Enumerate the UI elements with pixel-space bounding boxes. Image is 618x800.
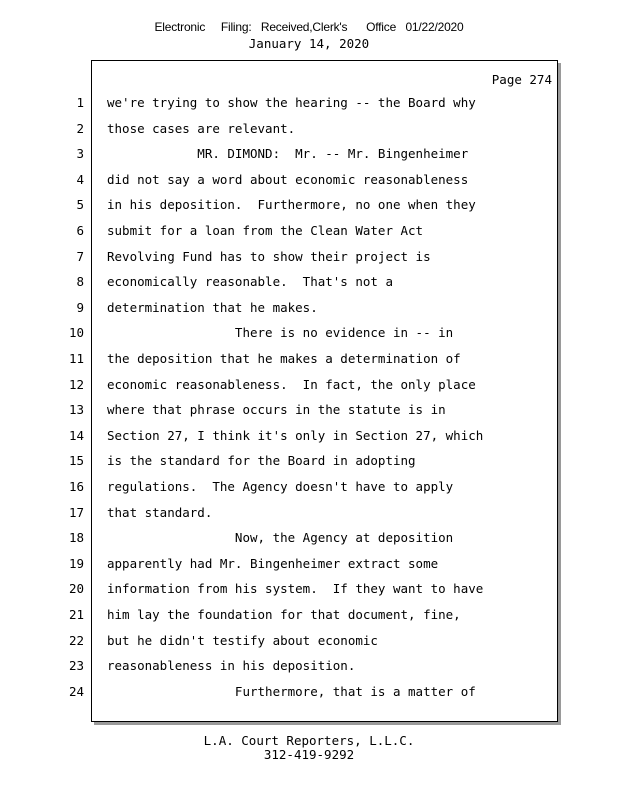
transcript-line: the deposition that he makes a determination of xyxy=(107,351,461,366)
line-number: 24 xyxy=(68,684,84,699)
line-number: 11 xyxy=(68,351,84,366)
transcript-line: him lay the foundation for that document, fine, xyxy=(107,607,461,622)
transcript-line: we're trying to show the hearing -- the Board why xyxy=(107,95,476,110)
transcript-line: apparently had Mr. Bingenheimer extract some xyxy=(107,556,439,571)
line-number: 12 xyxy=(68,377,84,392)
line-number: 2 xyxy=(76,121,84,136)
transcript-line: those cases are relevant. xyxy=(107,121,296,136)
transcript-line: Furthermore, that is a matter of xyxy=(107,684,476,699)
transcript-line: Section 27, I think it's only in Section 27, which xyxy=(107,428,484,443)
line-number: 17 xyxy=(68,505,84,520)
line-number: 20 xyxy=(68,581,84,596)
line-number: 8 xyxy=(76,274,84,289)
line-number: 23 xyxy=(68,658,84,673)
line-number: 5 xyxy=(76,197,84,212)
line-number: 6 xyxy=(76,223,84,238)
transcript-line: economic reasonableness. In fact, the only place xyxy=(107,377,476,392)
transcript-line: There is no evidence in -- in xyxy=(107,325,454,340)
line-number: 13 xyxy=(68,402,84,417)
transcript-line: where that phrase occurs in the statute is in xyxy=(107,402,446,417)
line-number: 10 xyxy=(68,325,84,340)
line-number: 4 xyxy=(76,172,84,187)
transcript-line: economically reasonable. That's not a xyxy=(107,274,393,289)
transcript-line: is the standard for the Board in adopting xyxy=(107,453,416,468)
line-number: 19 xyxy=(68,556,84,571)
transcript-line: that standard. xyxy=(107,505,213,520)
line-number: 16 xyxy=(68,479,84,494)
line-number: 22 xyxy=(68,633,84,648)
transcript-line: information from his system. If they want to have xyxy=(107,581,484,596)
line-number: 9 xyxy=(76,300,84,315)
transcript-line: Now, the Agency at deposition xyxy=(107,530,454,545)
transcript-line: Revolving Fund has to show their project is xyxy=(107,249,431,264)
transcript-line: MR. DIMOND: Mr. -- Mr. Bingenheimer xyxy=(107,146,469,161)
transcript-date: January 14, 2020 xyxy=(248,36,370,51)
line-number: 18 xyxy=(68,530,84,545)
line-number: 7 xyxy=(76,249,84,264)
line-number: 3 xyxy=(76,146,84,161)
transcript-line: regulations. The Agency doesn't have to apply xyxy=(107,479,454,494)
transcript-line: but he didn't testify about economic xyxy=(107,633,378,648)
page-number: Page 274 xyxy=(491,72,552,87)
footer-phone: 312-419-9292 xyxy=(263,747,355,762)
footer-company: L.A. Court Reporters, L.L.C. xyxy=(203,733,415,748)
transcript-line: submit for a loan from the Clean Water Act xyxy=(107,223,424,238)
transcript-line: did not say a word about economic reasonableness xyxy=(107,172,469,187)
line-number: 1 xyxy=(76,95,84,110)
transcript-line: reasonableness in his deposition. xyxy=(107,658,356,673)
line-number: 21 xyxy=(68,607,84,622)
transcript-line: in his deposition. Furthermore, no one when they xyxy=(107,197,476,212)
line-number: 14 xyxy=(68,428,84,443)
filing-stamp: Electronic Filing: Received,Clerk's Office 01/22/2020 xyxy=(154,20,464,34)
transcript-line: determination that he makes. xyxy=(107,300,318,315)
line-number: 15 xyxy=(68,453,84,468)
